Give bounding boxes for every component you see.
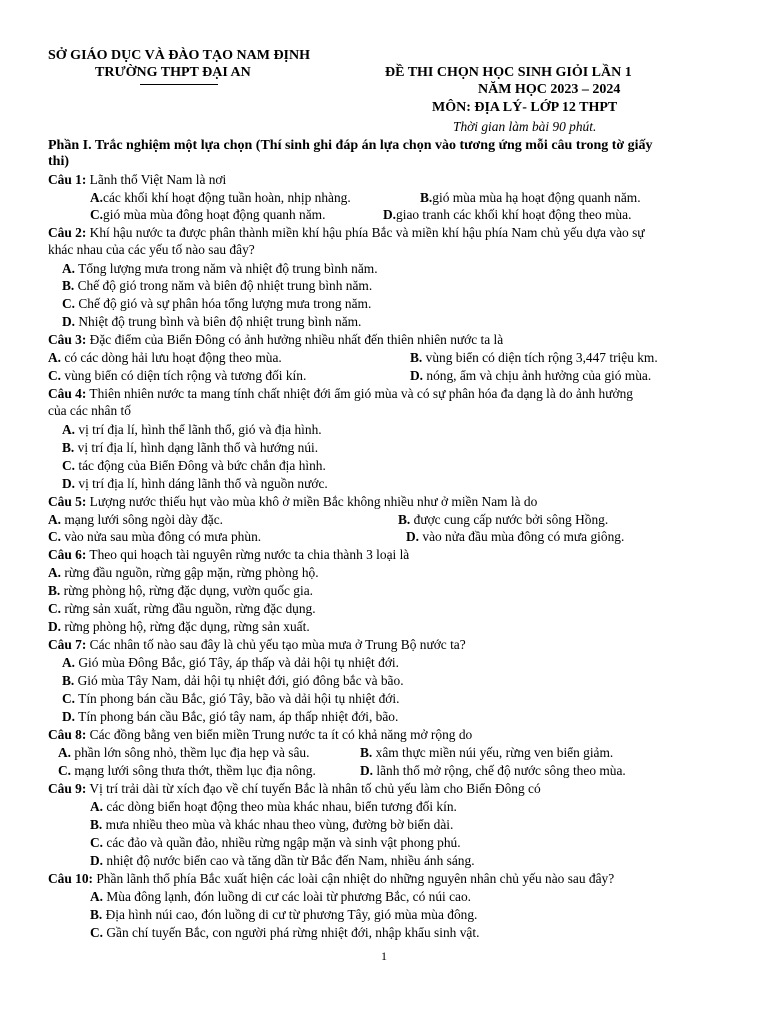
question-4: Câu 4: Thiên nhiên nước ta mang tính chất nhiệt đới ẩm gió mùa và có sự phân hóa đa dạng là do ảnh hưởng xyxy=(48,386,633,401)
q9-option-d: D. nhiệt độ nước biển cao và tăng dần từ Bắc đến Nam, nhiều ánh sáng. xyxy=(90,853,475,868)
q5-option-a: A. mạng lưới sông ngòi dày đặc. xyxy=(48,512,224,527)
q3-option-a: A. có các dòng hải lưu hoạt động theo mùa. xyxy=(48,350,282,365)
q5-option-b: B. được cung cấp nước bởi sông Hồng. xyxy=(398,512,609,527)
school-underline xyxy=(140,84,218,85)
school-year: NĂM HỌC 2023 – 2024 xyxy=(478,82,621,97)
section-title-cont: thi) xyxy=(48,154,69,169)
q5-option-c: C. vào nửa sau mùa đông có mưa phùn. xyxy=(48,529,262,544)
department-name: SỞ GIÁO DỤC VÀ ĐÀO TẠO NAM ĐỊNH xyxy=(48,48,311,63)
question-9: Câu 9: Vị trí trải dài từ xích đạo về chí tuyến Bắc là nhân tố chủ yếu làm cho Biển Đông có xyxy=(48,781,541,796)
q10-option-c: C. Gần chí tuyến Bắc, con người phá rừng nhiệt đới, nhập khẩu sinh vật. xyxy=(90,925,480,940)
question-8: Câu 8: Các đồng bằng ven biển miền Trung nước ta ít có khả năng mở rộng do xyxy=(48,727,473,742)
q1-option-d: D.giao tranh các khối khí hoạt động theo mùa. xyxy=(383,207,632,222)
q2-option-b: B. Chế độ gió trong năm và biên độ nhiệt trung bình năm. xyxy=(62,278,373,293)
question-10: Câu 10: Phần lãnh thổ phía Bắc xuất hiện các loài cận nhiệt do những nguyên nhân chủ yếu nào sau đây? xyxy=(48,871,615,886)
q9-option-c: C. các đảo và quần đảo, nhiều rừng ngập mặn và sinh vật phong phú. xyxy=(90,835,461,850)
q3-option-b: B. vùng biển có diện tích rộng 3,447 triệu km. xyxy=(410,350,658,365)
q6-option-b: B. rừng phòng hộ, rừng đặc dụng, vườn quốc gia. xyxy=(48,583,314,598)
q6-option-d: D. rừng phòng hộ, rừng đặc dụng, rừng sản xuất. xyxy=(48,619,310,634)
q2-option-c: C. Chế độ gió và sự phân hóa tổng lượng mưa trong năm. xyxy=(62,296,372,311)
page-number: 1 xyxy=(381,949,387,963)
q4-option-d: D. vị trí địa lí, hình dáng lãnh thổ và nguồn nước. xyxy=(62,476,328,491)
question-4-cont: của các nhân tố xyxy=(48,403,131,418)
subject: MÔN: ĐỊA LÝ- LỚP 12 THPT xyxy=(432,100,618,115)
q3-option-c: C. vùng biển có diện tích rộng và tương đối kín. xyxy=(48,368,307,383)
section-title: Phần I. Trắc nghiệm một lựa chọn (Thí sinh ghi đáp án lựa chọn vào tương ứng mỗi câu trong tờ giấy xyxy=(48,138,653,153)
q4-option-c: C. tác động của Biển Đông và bức chắn địa hình. xyxy=(62,458,326,473)
q4-option-b: B. vị trí địa lí, hình dạng lãnh thổ và hướng núi. xyxy=(62,440,319,455)
question-2-cont: khác nhau của các yếu tố nào sau đây? xyxy=(48,242,255,257)
q2-option-d: D. Nhiệt độ trung bình và biên độ nhiệt trung bình năm. xyxy=(62,314,362,329)
q7-option-a: A. Gió mùa Đông Bắc, gió Tây, áp thấp và dải hội tụ nhiệt đới. xyxy=(62,655,399,670)
q7-option-b: B. Gió mùa Tây Nam, dải hội tụ nhiệt đới, gió đông bắc và bão. xyxy=(62,673,404,688)
exam-title: ĐỀ THI CHỌN HỌC SINH GIỎI LẦN 1 xyxy=(385,65,632,80)
time-limit: Thời gian làm bài 90 phút. xyxy=(453,119,597,134)
q7-option-c: C. Tín phong bán cầu Bắc, gió Tây, bão và dải hội tụ nhiệt đới. xyxy=(62,691,400,706)
q1-option-c: C.gió mùa mùa đông hoạt động quanh năm. xyxy=(90,207,326,222)
q9-option-a: A. các dòng biển hoạt động theo mùa khác nhau, biển tương đối kín. xyxy=(90,799,457,814)
question-6: Câu 6: Theo qui hoạch tài nguyên rừng nước ta chia thành 3 loại là xyxy=(48,547,410,562)
q8-option-d: D. lãnh thổ mở rộng, chế độ nước sông theo mùa. xyxy=(360,763,626,778)
q10-option-b: B. Địa hình núi cao, đón luồng di cư từ phương Tây, gió mùa mùa đông. xyxy=(90,907,478,922)
q7-option-d: D. Tín phong bán cầu Bắc, gió tây nam, áp thấp nhiệt đới, bão. xyxy=(62,709,399,724)
q8-option-c: C. mạng lưới sông thưa thớt, thềm lục địa nông. xyxy=(58,763,316,778)
q3-option-d: D. nóng, ẩm và chịu ảnh hưởng của gió mùa. xyxy=(410,368,652,383)
q6-option-c: C. rừng sản xuất, rừng đầu nguồn, rừng đặc dụng. xyxy=(48,601,316,616)
question-7: Câu 7: Các nhân tố nào sau đây là chủ yếu tạo mùa mưa ở Trung Bộ nước ta? xyxy=(48,637,466,652)
q2-option-a: A. Tổng lượng mưa trong năm và nhiệt độ trung bình năm. xyxy=(62,261,378,276)
q1-option-a: A.các khối khí hoạt động tuần hoàn, nhịp nhàng. xyxy=(90,190,351,205)
question-5: Câu 5: Lượng nước thiếu hụt vào mùa khô ở miền Bắc không nhiều như ở miền Nam là do xyxy=(48,494,538,509)
q5-option-d: D. vào nửa đầu mùa đông có mưa giông. xyxy=(406,529,625,544)
q6-option-a: A. rừng đầu nguồn, rừng gập mặn, rừng phòng hộ. xyxy=(48,565,319,580)
question-3: Câu 3: Đặc điểm của Biển Đông có ảnh hưởng nhiều nhất đến thiên nhiên nước ta là xyxy=(48,332,504,347)
q8-option-a: A. phần lớn sông nhỏ, thềm lục địa hẹp và sâu. xyxy=(58,745,310,760)
question-1: Câu 1: Lãnh thổ Việt Nam là nơi xyxy=(48,172,227,187)
q8-option-b: B. xâm thực miền núi yếu, rừng ven biển giảm. xyxy=(360,745,614,760)
q1-option-b: B.gió mùa mùa hạ hoạt động quanh năm. xyxy=(420,190,641,205)
q10-option-a: A. Mùa đông lạnh, đón luồng di cư các loài từ phương Bắc, có núi cao. xyxy=(90,889,472,904)
question-2: Câu 2: Khí hậu nước ta được phân thành miền khí hậu phía Bắc và miền khí hậu phía Nam chủ yếu dựa vào sự xyxy=(48,225,645,240)
school-name: TRƯỜNG THPT ĐẠI AN xyxy=(95,65,251,80)
q4-option-a: A. vị trí địa lí, hình thể lãnh thổ, gió và địa hình. xyxy=(62,422,322,437)
q9-option-b: B. mưa nhiều theo mùa và khác nhau theo vùng, đường bờ biển dài. xyxy=(90,817,454,832)
